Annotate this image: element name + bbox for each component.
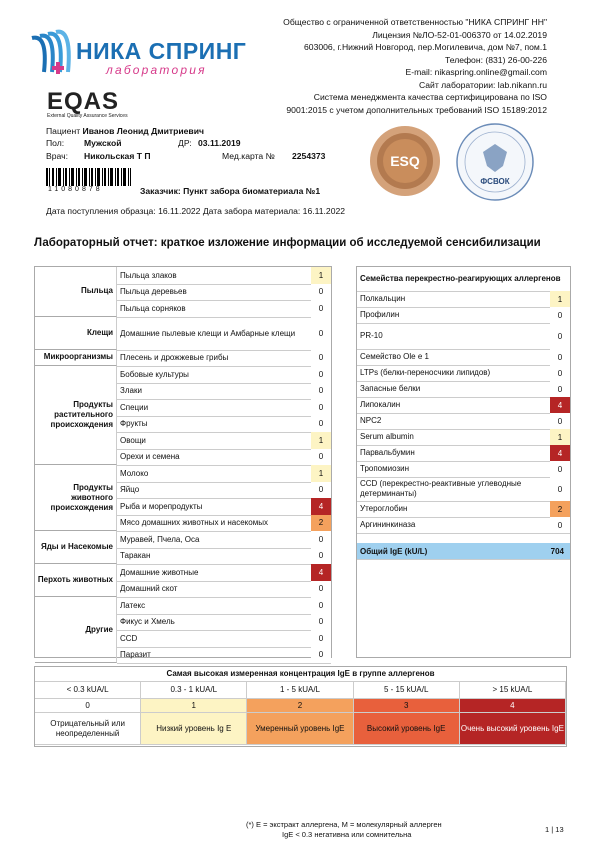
cross-reactive-header-label: Семейства перекрестно-реагирующих аллергенов (360, 274, 561, 283)
legend-description-cell: Умеренный уровень IgE (247, 713, 353, 745)
sex-label: Пол: (46, 138, 65, 148)
legend-description-cell: Низкий уровень Ig E (141, 713, 247, 745)
allergen-class: 2 (311, 515, 331, 532)
allergen-label: Орехи и семена (120, 452, 180, 462)
group-name: Другие (35, 597, 117, 663)
legend-range-cell: 5 - 15 kUA/L (354, 681, 460, 699)
allergen-row (117, 581, 331, 599)
cross-reactive-class: 0 (550, 413, 570, 429)
cross-reactive-class: 2 (550, 501, 570, 517)
allergen-class: 4 (311, 498, 331, 515)
company-iso-2: 9001:2015 с учетом дополнительных требований ISO 15189:2012 (286, 104, 547, 115)
cross-reactive-row (357, 307, 570, 324)
total-ige-label: Общий IgE (kU/L) (360, 546, 428, 556)
cross-reactive-label: PR-10 (360, 331, 383, 340)
cross-reactive-row (357, 461, 570, 478)
nika-logo-mark (30, 28, 80, 78)
footer-note-1: (*) E = экстракт аллергена, M = молекулярный аллерген (246, 820, 442, 829)
allergen-row (117, 630, 331, 648)
page-number: 1 | 13 (545, 825, 564, 834)
cross-reactive-row (357, 429, 570, 446)
allergen-class: 0 (311, 597, 331, 614)
allergen-class: 0 (311, 531, 331, 548)
group-name: Перхоть животных (35, 564, 117, 597)
allergen-label: Пыльца злаков (120, 270, 177, 280)
allergen-row (117, 465, 331, 483)
ige-legend (34, 666, 567, 747)
cross-reactive-class: 0 (550, 381, 570, 397)
allergen-class: 0 (311, 614, 331, 631)
allergen-label: Латекс (120, 600, 146, 610)
allergen-label: Бобовые культуры (120, 369, 189, 379)
legend-classe-cell: 2 (247, 699, 353, 713)
allergen-row (117, 350, 331, 368)
eqas-logo: EQAS (47, 88, 120, 115)
company-phone: Телефон: (831) 26-00-226 (444, 54, 547, 65)
allergen-label: Яйцо (120, 485, 140, 495)
allergen-label: Паразит (120, 650, 151, 660)
cross-reactive-class: 4 (550, 397, 570, 413)
allergen-class: 0 (311, 449, 331, 466)
allergen-class: 0 (311, 284, 331, 301)
patient-label: Пациент (46, 126, 81, 136)
fsvok-seal (455, 122, 535, 202)
legend-range-cell: 0.3 - 1 kUA/L (141, 681, 247, 699)
allergen-groups-table (34, 266, 332, 658)
legend-classe-cell: 3 (354, 699, 460, 713)
allergen-row (117, 597, 331, 615)
allergen-class: 0 (311, 300, 331, 317)
allergen-label: Злаки (120, 386, 142, 396)
cross-reactive-class: 0 (550, 477, 570, 501)
allergen-row (117, 383, 331, 401)
cross-reactive-class: 4 (550, 445, 570, 461)
allergen-label: CCD (120, 633, 138, 643)
footer-note-2: IgE < 0.3 негативна или сомнительна (282, 830, 412, 839)
cross-reactive-header (357, 267, 570, 292)
group-name: Микроорганизмы (35, 350, 117, 367)
allergen-label: Фикус и Хмель (120, 617, 175, 627)
cross-reactive-class: 1 (550, 291, 570, 307)
allergen-label: Домашний скот (120, 584, 178, 594)
allergen-label: Овощи (120, 435, 146, 445)
allergen-row (117, 515, 331, 533)
cross-reactive-class: 0 (550, 323, 570, 349)
legend-range-cell: < 0.3 kUA/L (35, 681, 141, 699)
allergen-row (117, 564, 331, 582)
group-name: Продукты животного происхождения (35, 465, 117, 531)
cross-reactive-row (357, 349, 570, 366)
cross-reactive-label: Запасные белки (360, 384, 421, 393)
allergen-row (117, 432, 331, 450)
group-name: Продукты растительного происхождения (35, 366, 117, 465)
allergen-class: 0 (311, 548, 331, 565)
allergen-class: 0 (311, 482, 331, 499)
allergen-row (117, 399, 331, 417)
allergen-label: Плесень и дрожжевые грибы (120, 353, 229, 363)
fsvok-seal-text: ФСВОК (480, 177, 510, 186)
legend-description-cell: Очень высокий уровень IgE (460, 713, 566, 745)
allergen-row (117, 317, 331, 351)
patient-line (46, 126, 204, 136)
allergen-label: Пыльца сорняков (120, 303, 186, 313)
allergen-row (117, 366, 331, 384)
cross-reactive-row (357, 517, 570, 534)
allergen-class: 4 (311, 564, 331, 581)
cross-reactive-label: Аргининкиназа (360, 520, 416, 529)
cross-reactive-label: Тропомиозин (360, 464, 409, 473)
cross-reactive-label: Липокалин (360, 400, 401, 409)
allergen-label: Таракан (120, 551, 151, 561)
allergen-row (117, 449, 331, 467)
total-ige-row (357, 543, 570, 560)
allergen-class: 1 (311, 432, 331, 449)
company-address: 603006, г.Нижний Новгород, пер.Могилевича, дом №7, пом.1 (304, 42, 547, 52)
card-number: 2254373 (292, 151, 326, 161)
allergen-class: 0 (311, 383, 331, 400)
allergen-row (117, 548, 331, 566)
card-label: Мед.карта № (222, 151, 275, 161)
cross-reactive-label: LTPs (белки-переносчики липидов) (360, 368, 491, 377)
company-name: Общество с ограниченной ответственностью "НИКА СПРИНГ НН" (283, 17, 547, 27)
esq-seal (368, 124, 442, 198)
allergen-row (117, 416, 331, 434)
allergen-row (117, 267, 331, 285)
brand-subtitle: лаборатория (106, 63, 207, 77)
legend-classe-cell: 4 (460, 699, 566, 713)
company-site: Сайт лаборатории: lab.nikann.ru (418, 79, 547, 90)
legend-description-cell: Высокий уровень IgE (354, 713, 460, 745)
cross-reactive-label: Семейство Ole e 1 (360, 352, 429, 361)
allergen-row (117, 300, 331, 318)
cross-reactive-row (357, 381, 570, 398)
cross-reactive-row (357, 413, 570, 430)
allergen-class: 0 (311, 581, 331, 598)
doctor-name: Никольская Т П (84, 151, 151, 161)
allergen-label: Рыба и морепродукты (120, 501, 203, 511)
cross-reactive-label: Профилин (360, 310, 400, 319)
report-title: Лабораторный отчет: краткое изложение информации об исследуемой сенсибилизации (34, 237, 541, 249)
allergen-label: Домашние животные (120, 567, 199, 577)
cross-reactive-row (357, 323, 570, 350)
group-name: Яды и Насекомые (35, 531, 117, 564)
company-info (167, 16, 547, 116)
allergen-class: 1 (311, 465, 331, 482)
allergen-class: 0 (311, 399, 331, 416)
cross-reactive-class: 0 (550, 307, 570, 323)
patient-sex: Мужской (84, 138, 122, 148)
cross-reactive-label: Полкальцин (360, 294, 406, 303)
cross-reactive-label: CCD (перекрестно-реактивные углеводные детерминанты) (360, 479, 522, 498)
dob-label: ДР: (178, 138, 192, 148)
cross-reactive-families-table (356, 266, 571, 658)
total-ige-value: 704 (550, 546, 564, 556)
allergen-row (117, 284, 331, 302)
cross-reactive-label: NPC2 (360, 416, 382, 425)
legend-title: Самая высокая измеренная концентрация IgE в группе аллергенов (35, 667, 566, 682)
allergen-row (117, 647, 331, 665)
allergen-label: Домашние пылевые клещи и Амбарные клещи (120, 328, 296, 338)
allergen-class: 0 (311, 416, 331, 433)
allergen-label: Муравей, Пчела, Оса (120, 534, 200, 544)
cross-reactive-class: 0 (550, 461, 570, 477)
cross-reactive-row (357, 365, 570, 382)
cross-reactive-row (357, 397, 570, 414)
doctor-label: Врач: (46, 151, 68, 161)
allergen-class: 0 (311, 647, 331, 664)
legend-range-cell: > 15 kUA/L (460, 681, 566, 699)
barcode-image (46, 168, 131, 186)
cross-reactive-label: Serum albumin (360, 432, 414, 441)
cross-reactive-class: 0 (550, 365, 570, 381)
allergen-label: Фрукты (120, 419, 148, 429)
brand-title: НИКА СПРИНГ (76, 38, 247, 64)
allergen-class: 0 (311, 630, 331, 647)
allergen-label: Мясо домашних животных и насекомых (120, 518, 268, 528)
group-name: Пыльца (35, 267, 117, 317)
barcode-number: 11080878 (48, 186, 103, 193)
company-email: E-mail: nikaspring.online@gmail.com (405, 67, 547, 77)
cross-reactive-class: 1 (550, 429, 570, 445)
cross-reactive-row (357, 291, 570, 308)
allergen-label: Специи (120, 402, 149, 412)
legend-classe-cell: 0 (35, 699, 141, 713)
esq-seal-text: ESQ (390, 153, 420, 169)
cross-reactive-row (357, 477, 570, 502)
eqas-subtitle: External Quality Assurance Services (47, 113, 128, 119)
cross-reactive-label: Парвальбумин (360, 448, 415, 457)
company-iso-1: Система менеджмента качества сертифицирована по ISO (313, 92, 547, 102)
cross-reactive-row (357, 445, 570, 462)
allergen-label: Пыльца деревьев (120, 287, 187, 297)
legend-range-cell: 1 - 5 kUA/L (247, 681, 353, 699)
allergen-row (117, 498, 331, 516)
allergen-class: 0 (311, 350, 331, 367)
cross-reactive-label: Утероглобин (360, 504, 408, 513)
allergen-label: Молоко (120, 468, 149, 478)
patient-name: Иванов Леонид Дмитриевич (82, 126, 204, 136)
sample-dates: Дата поступления образца: 16.11.2022 Дата забора материала: 16.11.2022 (46, 206, 346, 216)
company-license: Лицензия №ЛО-52-01-006370 от 14.02.2019 (372, 29, 547, 40)
patient-dob: 03.11.2019 (198, 138, 241, 148)
allergen-row (117, 531, 331, 549)
legend-description-cell: Отрицательный или неопределенный (35, 713, 141, 745)
allergen-class: 0 (311, 366, 331, 383)
cross-reactive-row (357, 501, 570, 518)
allergen-row (117, 482, 331, 500)
allergen-row (117, 614, 331, 632)
customer: Заказчик: Пункт забора биоматериала №1 (140, 186, 321, 196)
cross-reactive-class: 0 (550, 517, 570, 533)
allergen-class: 1 (311, 267, 331, 284)
allergen-class: 0 (311, 317, 331, 350)
cross-reactive-class: 0 (550, 349, 570, 365)
group-name: Клещи (35, 317, 117, 350)
legend-classe-cell: 1 (141, 699, 247, 713)
